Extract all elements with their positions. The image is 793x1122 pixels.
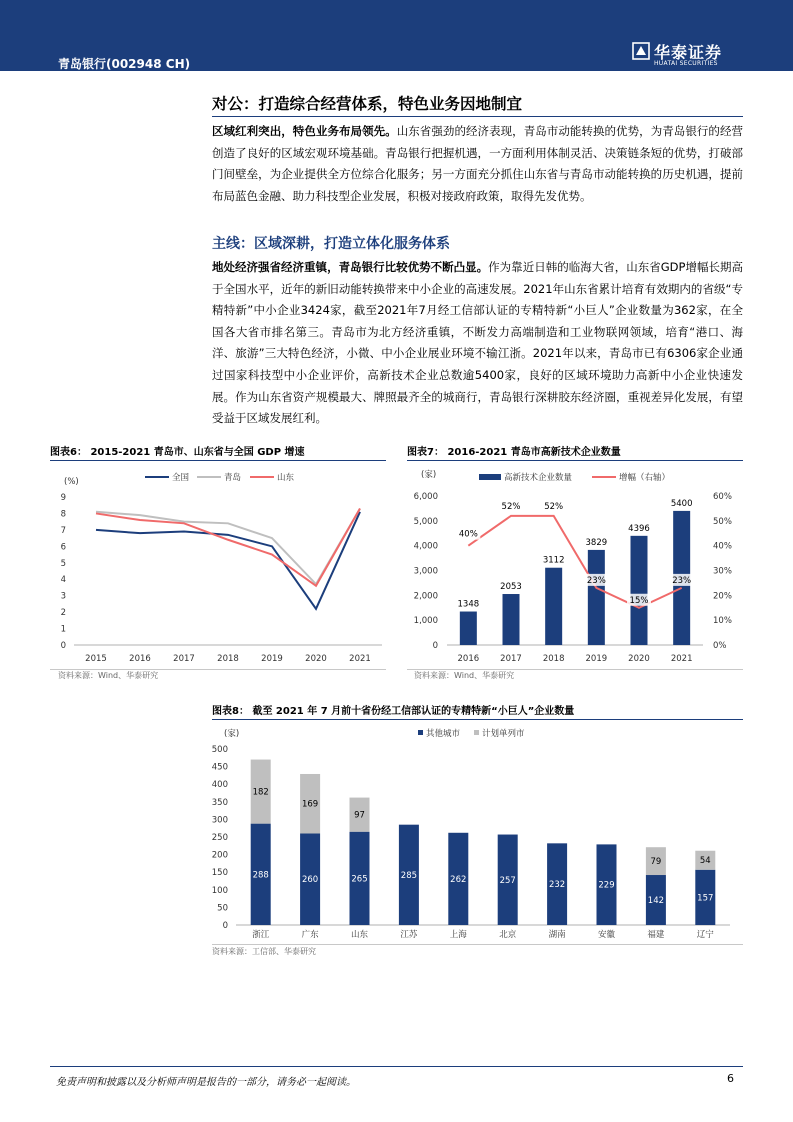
fig7-title: 图表7： 2016-2021 青岛市高新技术企业数量 [407,447,621,458]
fig8-bar-label: 262 [450,874,467,885]
subsection-title: 主线：区域深耕，打造立体化服务体系 [212,236,450,252]
paragraph-1-lead: 区域红利突出，特色业务布局领先。 [212,124,397,138]
fig7-legend-bar-label: 高新技术企业数量 [504,473,573,483]
fig7-y-tick-label: 4,000 [413,541,438,552]
fig8-y-tick-label: 100 [212,885,228,896]
fig8-x-tick-label: 辽宁 [696,930,714,940]
fig8-y-tick-label: 450 [212,762,228,773]
fig8-bar-label: 79 [650,857,662,868]
fig7-x-tick-label: 2020 [628,654,650,664]
fig8-x-tick-label: 福建 [647,930,665,940]
fig8-y-tick-label: 350 [212,797,228,808]
fig7-bar [588,550,605,645]
fig7-growth-label: 15% [629,595,649,606]
fig7-y-tick-label: 0 [432,641,438,651]
fig6-x-tick-label: 2017 [173,654,195,664]
fig8-x-tick-label: 上海 [449,930,467,940]
fig8-legend-label: 计划单列市 [482,729,525,739]
fig8-y-tick-label: 0 [222,921,228,931]
fig7-y-unit: (家) [421,470,437,480]
fig8-y-tick-label: 500 [212,745,228,755]
fig8-y-tick-label: 50 [217,903,228,914]
fig8-bar-label: 142 [647,896,665,907]
fig8-bar-label: 285 [400,870,418,881]
fig6-x-tick-label: 2021 [349,654,371,664]
fig7-source: 资料来源：Wind、华泰研究 [414,671,515,680]
fig6-x-tick-label: 2019 [261,654,283,664]
fig7-y-tick-label: 2,000 [413,591,438,602]
fig8-y-tick-label: 150 [212,868,228,879]
fig8-x-tick-label: 浙江 [252,930,270,940]
fig6-y-tick-label: 9 [60,493,66,503]
fig6-y-unit: (%) [64,477,79,487]
fig8-y-tick-label: 300 [212,815,228,826]
fig6-x-tick-label: 2015 [85,654,107,664]
fig7-legend-bar-swatch [479,474,501,480]
fig6-source: 资料来源：Wind、华泰研究 [58,671,159,680]
fig6-y-tick-label: 3 [60,591,66,602]
fig7-bar-label: 3829 [585,537,608,548]
paragraph-2-lead: 地处经济强省经济重镇，青岛银行比较优势不断凸显。 [212,260,489,274]
fig7-y2-tick-label: 60% [713,492,732,502]
paragraph-1 [212,121,743,207]
fig6-legend-label: 青岛 [224,473,242,483]
page-header [0,0,793,71]
fig8-x-tick-label: 北京 [499,930,517,940]
fig7-growth-label: 52% [501,501,521,512]
fig7-y2-tick-label: 0% [713,641,727,651]
fig8-bar-label: 157 [697,893,714,904]
fig8-y-unit: (家) [224,729,240,739]
fig8-legend-swatch [418,730,423,735]
fig8-legend-label: 其他城市 [426,729,461,739]
fig7-x-tick-label: 2016 [457,654,480,664]
footer-disclaimer: 免责声明和披露以及分析师声明是报告的一部分，请务必一起阅读。 [56,1077,356,1088]
fig8-bar-label: 182 [252,787,269,798]
fig7-chart [407,462,743,667]
paragraph-2 [212,257,743,430]
fig8-x-tick-label: 江苏 [400,930,418,940]
fig6-title-rule [50,460,386,461]
fig7-x-tick-label: 2018 [542,654,565,664]
fig7-bar [545,568,562,645]
fig8-source: 资料来源：工信部、华泰研究 [212,947,316,956]
fig6-series-line [96,512,360,609]
fig8-bar-label: 229 [598,880,615,891]
fig8-x-tick-label: 山东 [350,930,369,940]
fig6-title: 图表6： 2015-2021 青岛市、山东省与全国 GDP 增速 [50,447,305,458]
fig7-bar-label: 4396 [628,523,650,534]
huatai-logo-icon [632,42,650,60]
fig8-bar-label: 97 [354,810,365,821]
fig6-y-tick-label: 6 [60,542,66,553]
fig8-y-tick-label: 400 [212,780,228,791]
fig6-chart [50,462,390,667]
fig8-bar-label: 169 [301,799,319,810]
fig7-x-tick-label: 2019 [585,654,608,664]
fig8-y-tick-label: 250 [212,833,228,843]
fig7-x-tick-label: 2021 [670,654,693,664]
fig8-x-tick-label: 广东 [301,930,319,940]
fig8-legend-swatch [474,730,479,735]
fig8-bar-label: 260 [301,875,319,886]
logo-text-en: HUATAI SECURITIES [654,60,718,67]
fig6-y-tick-label: 8 [60,509,66,520]
fig6-legend-label: 山东 [277,473,295,483]
footer-rule [50,1066,743,1067]
fig8-x-tick-label: 湖南 [548,930,566,940]
fig7-bar [631,536,648,645]
fig6-y-tick-label: 2 [60,608,66,619]
fig8-bar-label: 288 [252,870,269,881]
fig7-growth-label: 52% [544,501,564,512]
fig7-bar-label: 2053 [500,582,522,593]
fig8-title: 图表8： 截至 2021 年 7 月前十省份经工信部认证的专精特新“小巨人”企业数量 [212,706,575,717]
fig7-bar [460,612,477,645]
fig8-bar-label: 232 [548,880,566,891]
fig6-y-tick-label: 0 [60,641,66,651]
fig8-bar-label: 54 [699,856,711,867]
fig7-y2-tick-label: 20% [713,591,732,602]
page-number: 6 [727,1072,734,1085]
fig7-y-tick-label: 6,000 [413,492,438,502]
fig7-y-tick-label: 3,000 [413,566,438,577]
fig8-bottom-rule [212,944,743,945]
fig8-x-tick-label: 安徽 [597,930,616,940]
fig8-chart [212,722,743,940]
fig7-bar-label: 3112 [542,555,565,566]
stock-code: 青岛银行(002948 CH) [58,57,191,71]
section-title: 对公：打造综合经营体系，特色业务因地制宜 [212,95,523,113]
fig7-legend-line-label: 增幅（右轴） [619,473,671,483]
fig7-y2-tick-label: 50% [713,516,732,527]
fig7-growth-label: 23% [672,575,692,586]
fig6-y-tick-label: 5 [60,558,66,569]
fig7-y2-tick-label: 30% [713,566,732,577]
fig7-bar [503,594,520,645]
fig7-x-tick-label: 2017 [500,654,522,664]
fig7-y2-tick-label: 40% [713,541,732,552]
fig7-title-rule [407,460,743,461]
fig7-bar-label: 1348 [457,599,480,610]
fig6-y-tick-label: 7 [60,525,66,536]
fig8-bar-label: 265 [351,874,368,885]
paragraph-1-body: 山东省强劲的经济表现，青岛市动能转换的优势，为青岛银行的经营创造了良好的区域宏观环境基础。青岛银行把握机遇，一方面利用体制灵活、决策链条短的优势，打破部门间壁垒，为企业提供全方位综合化服务；另一方面充分抓住山东省与青岛市动能转换的历史机遇，提前布局蓝色金融、助力科技型企业发展，积极对接政府政策，取得先发优势。 [212,124,744,203]
section-title-rule [212,116,743,117]
fig6-legend-label: 全国 [172,473,190,483]
fig6-y-tick-label: 4 [60,575,66,586]
huatai-logo [632,40,742,68]
fig7-growth-label: 40% [458,529,478,540]
logo-text-cn: 华泰证券 [654,43,723,62]
fig7-bar-label: 5400 [670,498,693,509]
fig6-y-tick-label: 1 [60,624,66,635]
fig8-bar-label: 257 [499,875,516,886]
fig6-x-tick-label: 2016 [129,654,151,664]
fig7-y-tick-label: 1,000 [413,616,438,627]
fig6-x-tick-label: 2018 [217,654,239,664]
fig6-series-line [96,509,360,586]
fig7-growth-label: 23% [586,575,606,586]
fig6-x-tick-label: 2020 [305,654,327,664]
fig8-y-tick-label: 200 [212,850,228,861]
fig8-title-rule [212,719,743,720]
fig7-y2-tick-label: 10% [713,616,732,627]
fig7-y-tick-label: 5,000 [413,516,438,527]
paragraph-2-body: 作为靠近日韩的临海大省，山东省GDP增幅长期高于全国水平，近年的新旧动能转换带来中小企业的高速发展。2021年山东省累计培育有效期内的省级“专精特新”中小企业3424家，截至2021年7月经工信部认证的专精特新“小巨人”企业数量为362家，在全国各大省市排名第三。青岛市为北方经济重镇，不断发力高端制造和工业物联网领域，培育“港口、海洋、旅游”三大特色经济，小微、中小企业展业环境不输江浙。2021年以来，青岛市已有6306家企业通过国家科技型中小企业评价，高新技术企业总数逾5400家，良好的区域环境助力高新中小企业快速发展。作为山东省资产规模最大、牌照最齐全的城商行，青岛银行深耕胶东经济圈，重视差异化发展，有望受益于区域发展红利。 [212,260,744,426]
